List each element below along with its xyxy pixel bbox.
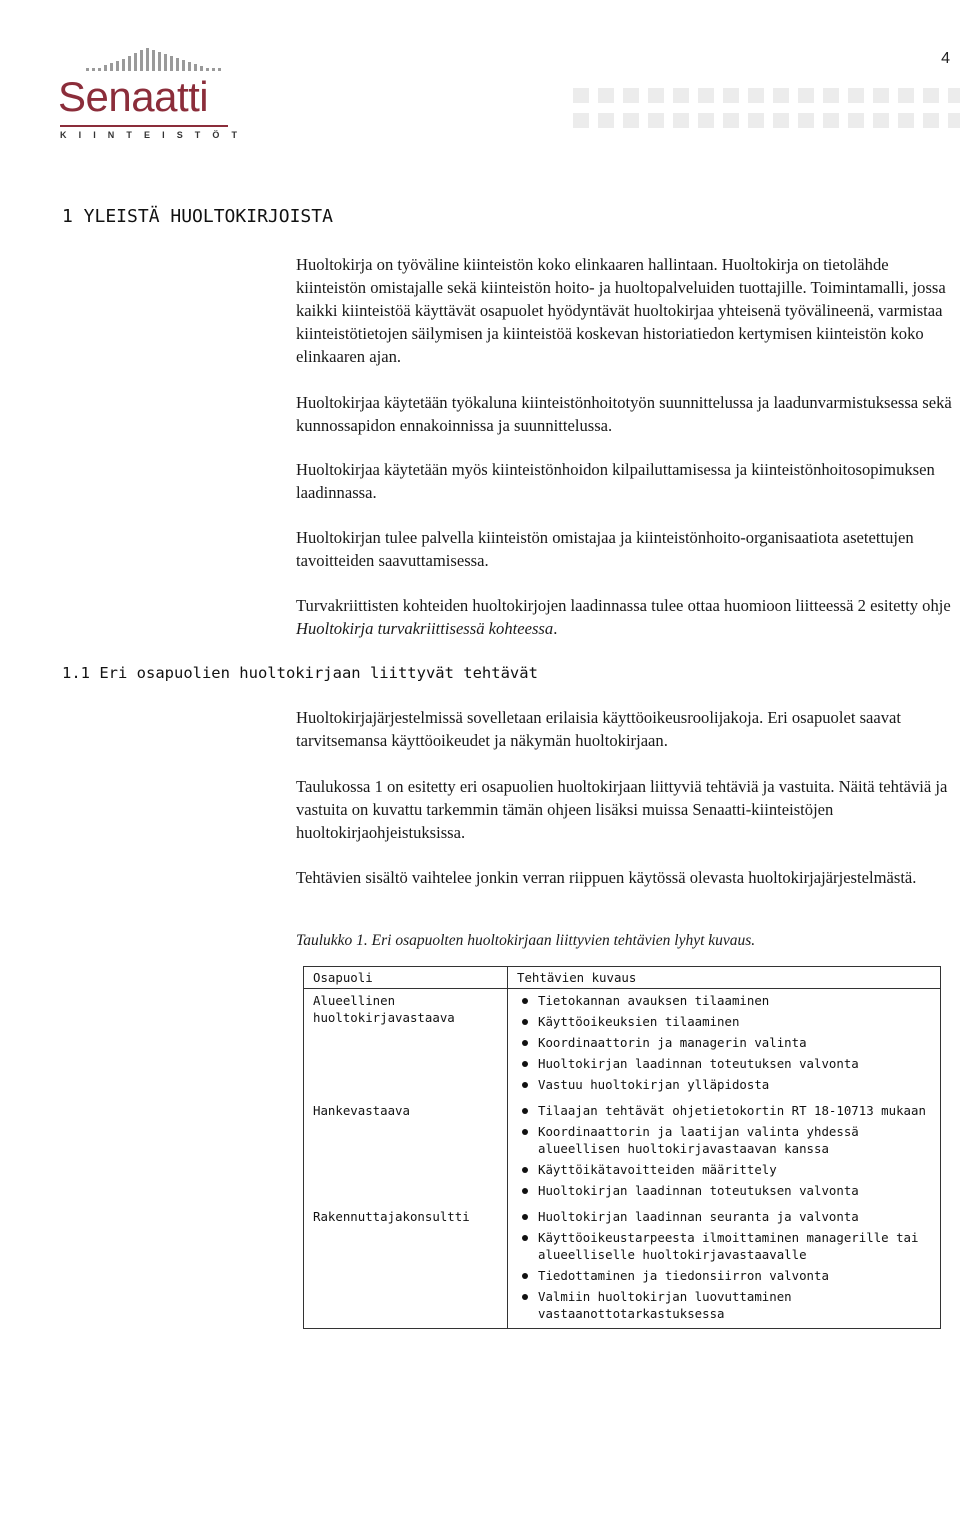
safety-end: . — [553, 619, 558, 638]
task-text: Koordinaattorin ja managerin valinta — [538, 1035, 807, 1050]
bullet-icon — [522, 1061, 528, 1067]
senaatti-logo — [58, 48, 250, 148]
page-number: 4 — [941, 50, 950, 67]
table-header-row — [304, 967, 941, 989]
task-text: Koordinaattorin ja laatijan valinta yhdessä alueellisen huoltokirjavastaavan kanssa — [538, 1124, 859, 1156]
list-item — [522, 1229, 932, 1263]
paragraph-tool: Huoltokirjaa käytetään työkaluna kiinteistönhoitotyön suunnittelussa ja laadunvarmistuksessa sekä kunnossapidon ennakoinnissa ja suunnittelussa. — [296, 393, 952, 435]
list-item — [522, 1161, 932, 1178]
logo-rule — [60, 125, 228, 127]
task-list — [522, 1208, 932, 1322]
bullet-icon — [522, 998, 528, 1004]
task-text: Käyttöoikeustarpeesta ilmoittaminen managerille tai alueelliselle huoltokirjavastaavalle — [538, 1230, 919, 1262]
paragraph-intro: Huoltokirja on työväline kiinteistön koko elinkaaren hallintaan. Huoltokirja on tietolähde kiinteistön omistajalle sekä kiinteistön hoito- ja huoltopalveluiden tuottajille. Toimintamalli, jossa kaikki kiinteistöä käyttävät osapuolet hyödyntävät huoltokirjaa yhteisenä työvälineenä, varmistaa kiinteistötietojen säilymisen ja kiinteistöä koskevan historiatiedon kertymisen kiinteistön koko elinkaaren ajan. — [296, 255, 946, 366]
task-text: Tilaajan tehtävät ohjetietokortin RT 18-10713 mukaan — [538, 1103, 926, 1118]
list-item — [522, 1013, 932, 1030]
paragraph-roles: Huoltokirjajärjestelmissä sovelletaan erilaisia käyttöoikeusroolijakoja. Eri osapuolet saavat tarvitsemansa käyttöoikeudet ja näkymän huoltokirjaan. — [296, 708, 902, 750]
bullet-icon — [522, 1129, 528, 1135]
logo-subtitle: KIINTEISTÖT — [60, 130, 250, 140]
bullet-icon — [522, 1273, 528, 1279]
task-text: Huoltokirjan laadinnan toteutuksen valvonta — [538, 1183, 859, 1198]
party-cell: Hankevastaava — [304, 1099, 508, 1205]
list-item — [522, 1034, 932, 1051]
bullet-icon — [522, 1040, 528, 1046]
task-text: Valmiin huoltokirjan luovuttaminen vastaanottotarkastuksessa — [538, 1289, 792, 1321]
table-row — [304, 1099, 941, 1205]
list-item — [522, 992, 932, 1009]
task-text: Huoltokirjan laadinnan seuranta ja valvonta — [538, 1209, 859, 1224]
tasks-table — [303, 966, 941, 1329]
task-text: Tiedottaminen ja tiedonsiirron valvonta — [538, 1268, 829, 1283]
list-item — [522, 1123, 932, 1157]
logo-wordmark: Senaatti — [58, 73, 209, 120]
task-list — [522, 992, 932, 1093]
list-item — [522, 1288, 932, 1322]
list-item — [522, 1267, 932, 1284]
task-text: Käyttöikätavoitteiden määrittely — [538, 1162, 777, 1177]
tasks-cell — [508, 989, 941, 1100]
bullet-icon — [522, 1082, 528, 1088]
list-item — [522, 1055, 932, 1072]
header-party: Osapuoli — [304, 967, 508, 989]
bullet-icon — [522, 1167, 528, 1173]
decorative-grid-icon — [573, 88, 960, 134]
table-caption: Taulukko 1. Eri osapuolten huoltokirjaan liittyvien tehtävien lyhyt kuvaus. — [296, 932, 756, 949]
header-tasks: Tehtävien kuvaus — [508, 967, 941, 989]
logo-bars-icon — [86, 48, 236, 76]
party-cell: Rakennuttajakonsultti — [304, 1205, 508, 1329]
party-cell: Alueellinen huoltokirjavastaava — [304, 989, 508, 1100]
bullet-icon — [522, 1188, 528, 1194]
tasks-cell — [508, 1099, 941, 1205]
subsection-title: 1.1 Eri osapuolien huoltokirjaan liittyvät tehtävät — [62, 664, 538, 682]
bullet-icon — [522, 1214, 528, 1220]
table-row — [304, 1205, 941, 1329]
list-item — [522, 1182, 932, 1199]
task-text: Käyttöoikeuksien tilaaminen — [538, 1014, 740, 1029]
section-title: 1 YLEISTÄ HUOLTOKIRJOISTA — [62, 206, 333, 227]
bullet-icon — [522, 1294, 528, 1300]
task-list — [522, 1102, 932, 1199]
paragraph-variation: Tehtävien sisältö vaihtelee jonkin verran riippuen käytössä olevasta huoltokirjajärjestelmästä. — [296, 868, 917, 887]
safety-guide-title: Huoltokirja turvakriittisessä kohteessa — [296, 619, 554, 638]
tasks-cell — [508, 1205, 941, 1329]
table-row — [304, 989, 941, 1100]
paragraph-goals: Huoltokirjan tulee palvella kiinteistön omistajaa ja kiinteistönhoito-organisaatiota asetettujen tavoitteiden saavuttamisessa. — [296, 528, 914, 570]
task-text: Vastuu huoltokirjan ylläpidosta — [538, 1077, 770, 1092]
list-item — [522, 1208, 932, 1225]
bullet-icon — [522, 1235, 528, 1241]
paragraph-competition: Huoltokirjaa käytetään myös kiinteistönhoidon kilpailuttamisessa ja kiinteistönhoitosopimuksen laadinnassa. — [296, 460, 935, 502]
list-item — [522, 1102, 932, 1119]
bullet-icon — [522, 1108, 528, 1114]
task-text: Tietokannan avauksen tilaaminen — [538, 993, 770, 1008]
safety-text: Turvakriittisten kohteiden huoltokirjojen laadinnassa tulee ottaa huomioon liitteessä 2 esitetty ohje — [296, 596, 951, 615]
paragraph-table-intro: Taulukossa 1 on esitetty eri osapuolien huoltokirjaan liittyviä tehtäviä ja vastuita. Näitä tehtäviä ja vastuita on kuvattu tarkemmin tämän ohjeen lisäksi muissa Senaatti-kiinteistöjen huoltokirjaohjeistuksissa. — [296, 777, 948, 842]
task-text: Huoltokirjan laadinnan toteutuksen valvonta — [538, 1056, 859, 1071]
paragraph-safety-critical — [296, 594, 952, 640]
list-item — [522, 1076, 932, 1093]
bullet-icon — [522, 1019, 528, 1025]
